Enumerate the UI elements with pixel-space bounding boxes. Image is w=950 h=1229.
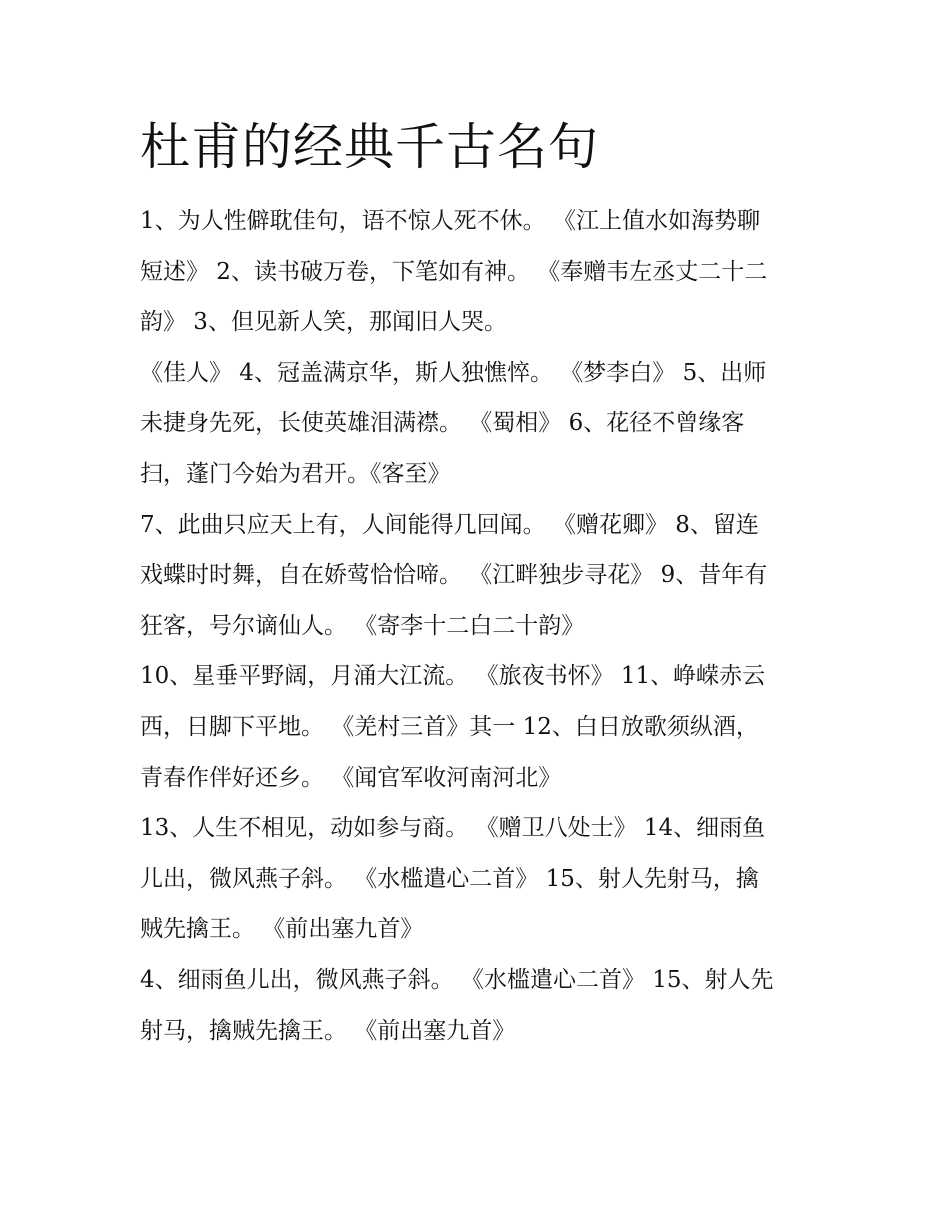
text-line: 青春作伴好还乡。 《闻官军收河南河北》: [140, 764, 562, 791]
text-line: 短述》 2、读书破万卷，下笔如有神。 《奉赠韦左丞丈二十二: [140, 258, 768, 285]
text-line: 儿出，微风燕子斜。 《水槛遣心二首》 15、射人先射马，擒: [140, 865, 759, 892]
text-line: 4、细雨鱼儿出，微风燕子斜。 《水槛遣心二首》 15、射人先: [140, 966, 774, 993]
text-line: 13、人生不相见，动如参与商。 《赠卫八处士》 14、细雨鱼: [140, 815, 766, 842]
text-line: 7、此曲只应天上有，人间能得几回闻。 《赠花卿》 8、留连: [140, 511, 759, 538]
text-line: 《佳人》 4、冠盖满京华，斯人独憔悴。 《梦李白》 5、出师: [140, 359, 767, 386]
text-line: 10、星垂平野阔，月涌大江流。 《旅夜书怀》 11、峥嵘赤云: [140, 663, 766, 690]
page-title: 杜甫的经典千古名句: [140, 118, 599, 176]
text-line: 韵》 3、但见新人笑，那闻旧人哭。: [140, 309, 507, 336]
text-line: 1、为人性僻耽佳句，语不惊人死不休。 《江上值水如海势聊: [140, 208, 760, 234]
text-line: 射马，擒贼先擒王。 《前出塞九首》: [140, 1017, 516, 1044]
text-line: 西，日脚下平地。 《羌村三首》其一 12、白日放歌须纵酒，: [140, 713, 759, 740]
text-line: 贼先擒王。 《前出塞九首》: [140, 916, 424, 943]
body-text: [140, 196, 830, 1056]
text-line: 狂客，号尔谪仙人。 《寄李十二白二十韵》: [140, 612, 585, 639]
text-line: 扫，蓬门今始为君开。《客至》: [140, 460, 451, 487]
text-line: 戏蝶时时舞，自在娇莺恰恰啼。 《江畔独步寻花》 9、昔年有: [140, 562, 768, 589]
text-line: 未捷身先死，长使英雄泪满襟。 《蜀相》 6、花径不曾缘客: [140, 410, 745, 437]
